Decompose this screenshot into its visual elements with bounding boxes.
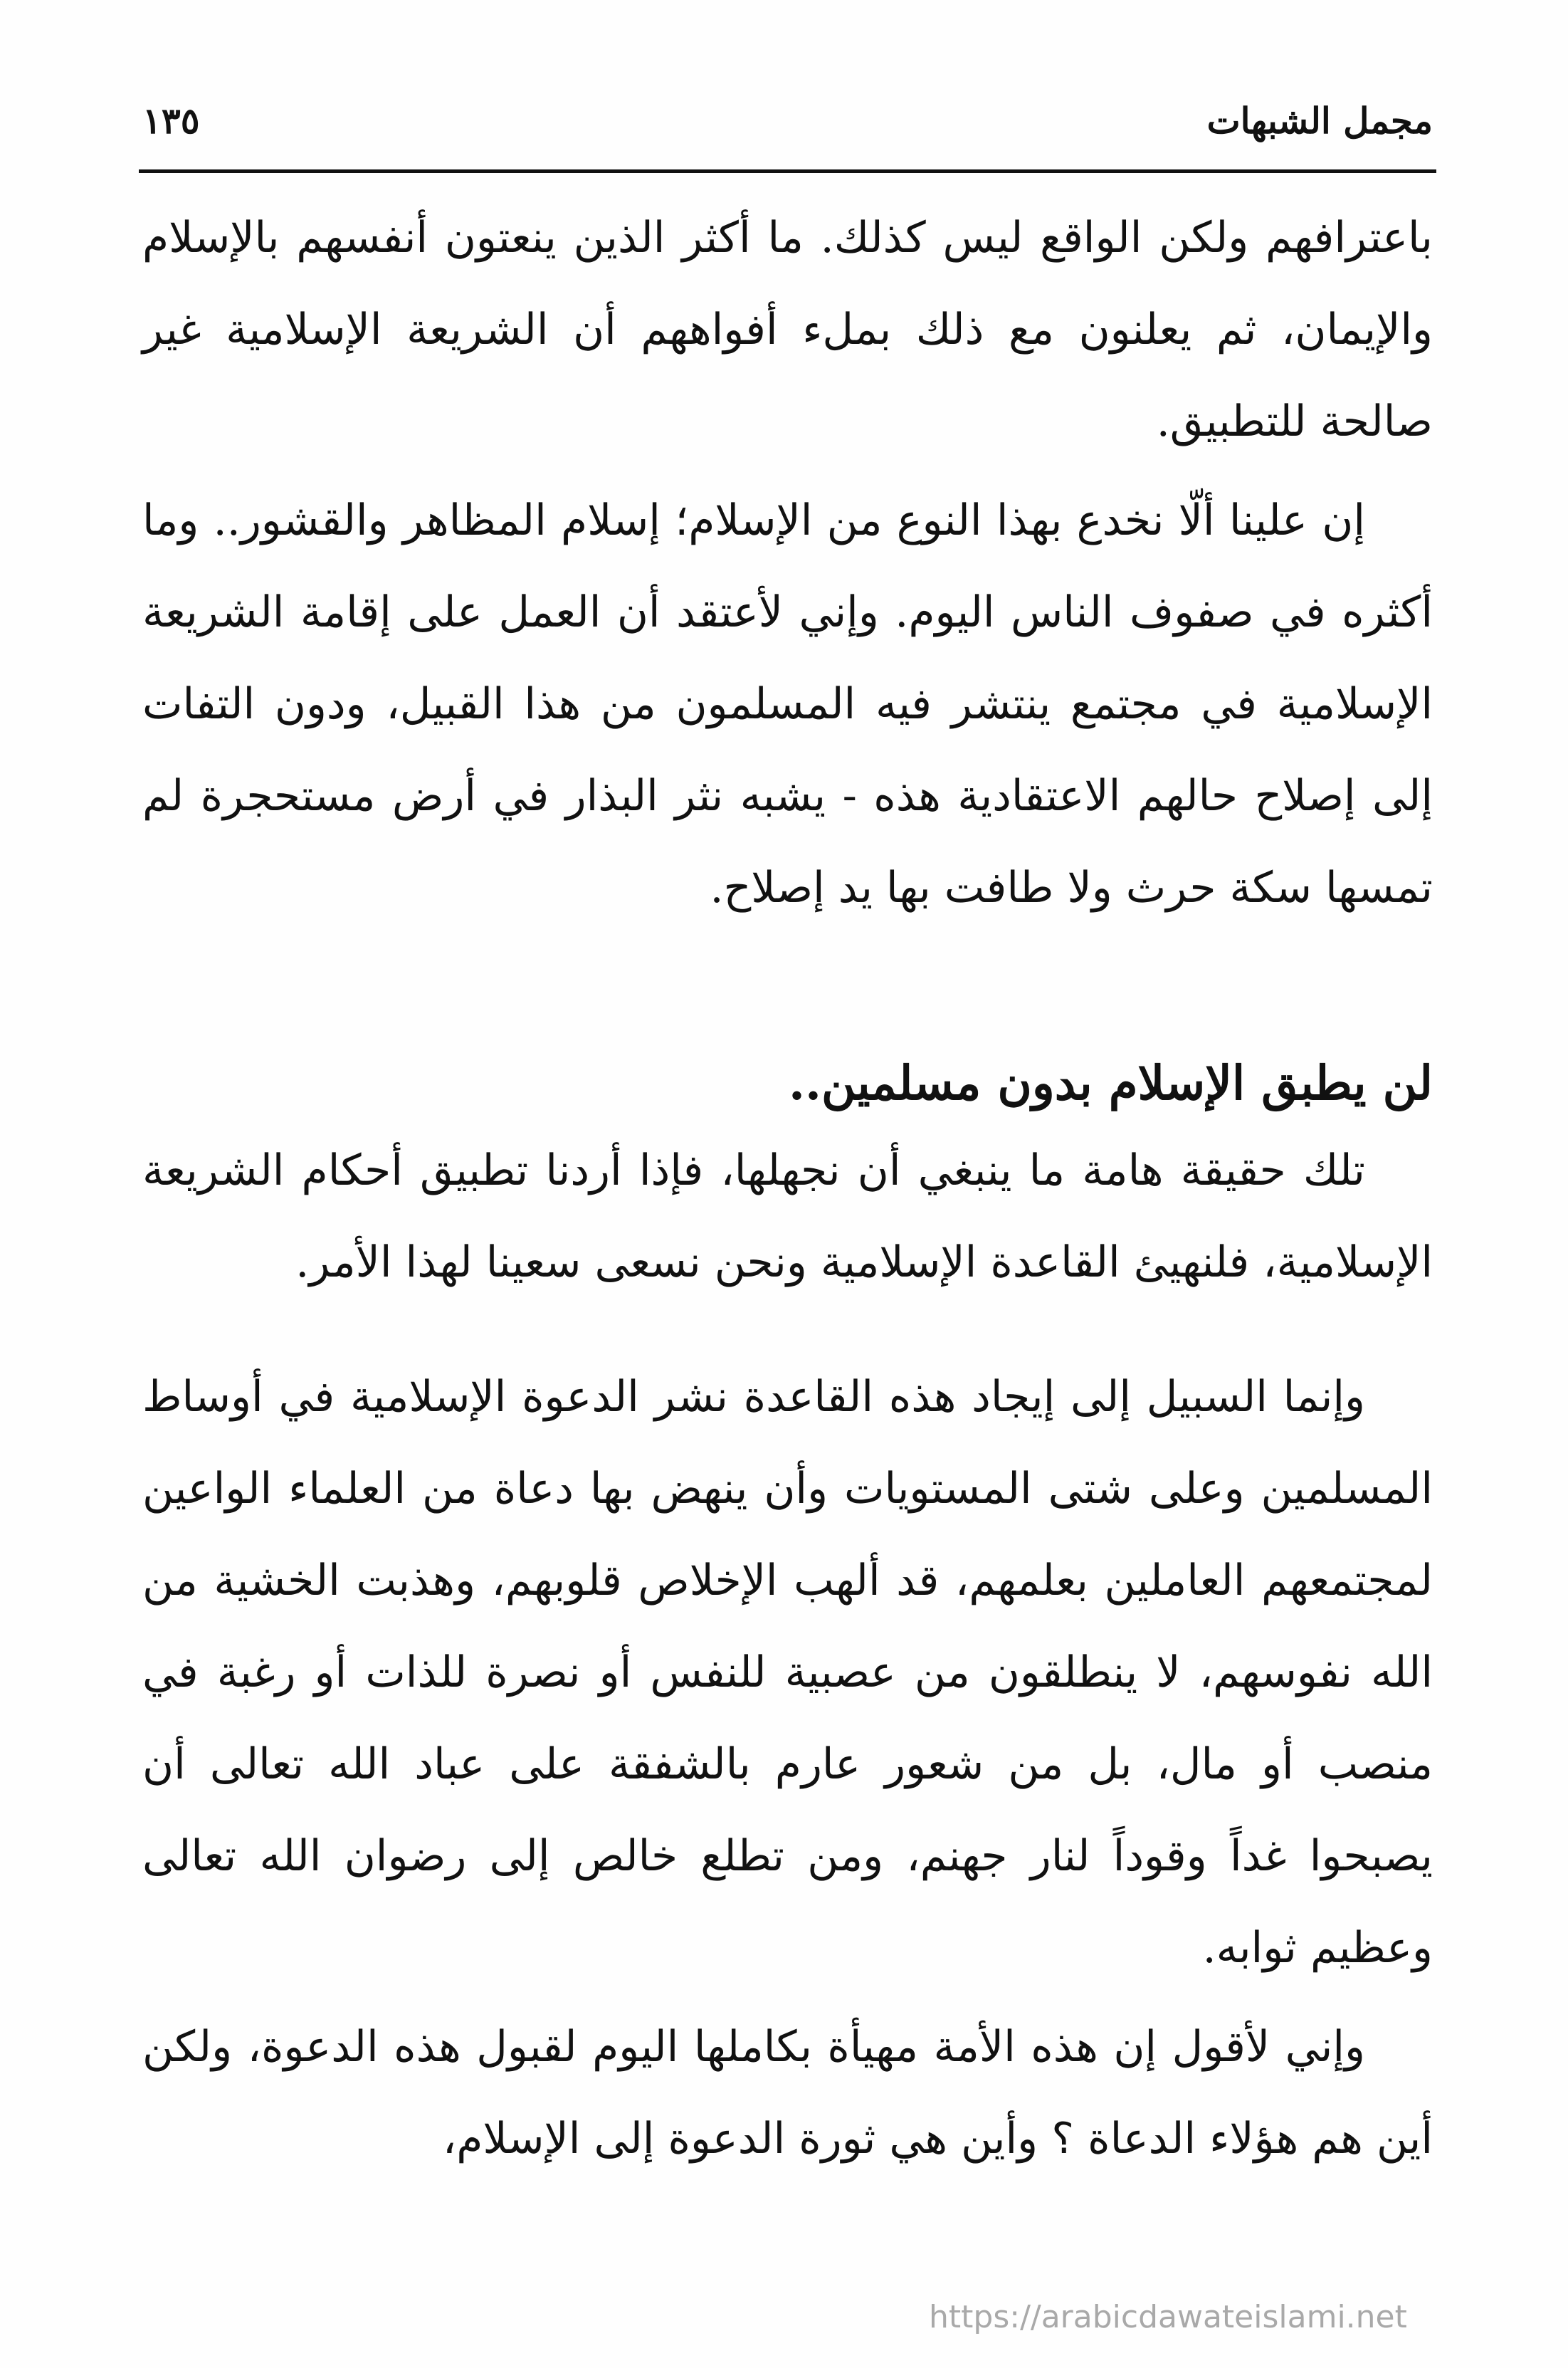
paragraph-gap <box>142 1994 1433 2001</box>
section-gap <box>142 934 1433 1041</box>
header-divider <box>139 169 1436 173</box>
section-heading: لن يطبق الإسلام بدون مسلمين.. <box>789 1055 1433 1111</box>
paragraph: وإني لأقول إن هذه الأمة مهيأة بكاملها اليوم لقبول هذه الدعوة، ولكن أين هم هؤلاء الدعاة ؟ وأين هي ثورة الدعوة إلى الإسلام، <box>142 2022 1433 2164</box>
body-text <box>142 192 1433 2185</box>
paragraph: باعترافهم ولكن الواقع ليس كذلك. ما أكثر الذين ينعتون أنفسهم بالإسلام والإيمان، ثم يعلنون مع ذلك بملء أفواههم أن الشريعة الإسلامية غير صالحة للتطبيق. <box>142 213 1433 446</box>
paragraph: وإنما السبيل إلى إيجاد هذه القاعدة نشر الدعوة الإسلامية في أوساط المسلمين وعلى شتى المستويات وأن ينهض بها دعاة من العلماء الواعين لمجتمعهم العاملين بعلمهم، قد ألهب الإخلاص قلوبهم، وهذبت الخشية من الله نفوسهم، لا ينطلقون من عصبية للنفس أو نصرة للذات أو رغبة في منصب أو مال، بل من شعور عارم بالشفقة على عباد الله تعالى أن يصبحوا غداً وقوداً لنار جهنم، ومن تطلع خالص إلى رضوان الله تعالى وعظيم ثوابه. <box>142 1372 1433 1973</box>
header-title: مجمل الشبهات <box>1206 100 1433 142</box>
paragraph: تلك حقيقة هامة ما ينبغي أن نجهلها، فإذا أردنا تطبيق أحكام الشريعة الإسلامية، فلنهيئ القاعدة الإسلامية ونحن نسعى سعينا لهذا الأمر. <box>142 1146 1433 1287</box>
paragraph-gap <box>142 468 1433 475</box>
paragraph: إن علينا ألّا نخدع بهذا النوع من الإسلام؛ إسلام المظاهر والقشور.. وما أكثره في صفوف الناس اليوم. وإني لأعتقد أن العمل على إقامة الشريعة الإسلامية في مجتمع ينتشر فيه المسلمون من هذا القبيل، ودون التفات إلى إصلاح حالهم الاعتقادية هذه - يشبه نثر البذار في أرض مستحجرة لم تمسها سكة حرث ولا طافت بها يد إصلاح. <box>142 496 1433 913</box>
running-header <box>142 85 1433 157</box>
paragraph-gap <box>142 1309 1433 1351</box>
page-number: ١٣٥ <box>142 100 200 142</box>
watermark-url: https://arabicdawateislami.net <box>929 2299 1407 2335</box>
